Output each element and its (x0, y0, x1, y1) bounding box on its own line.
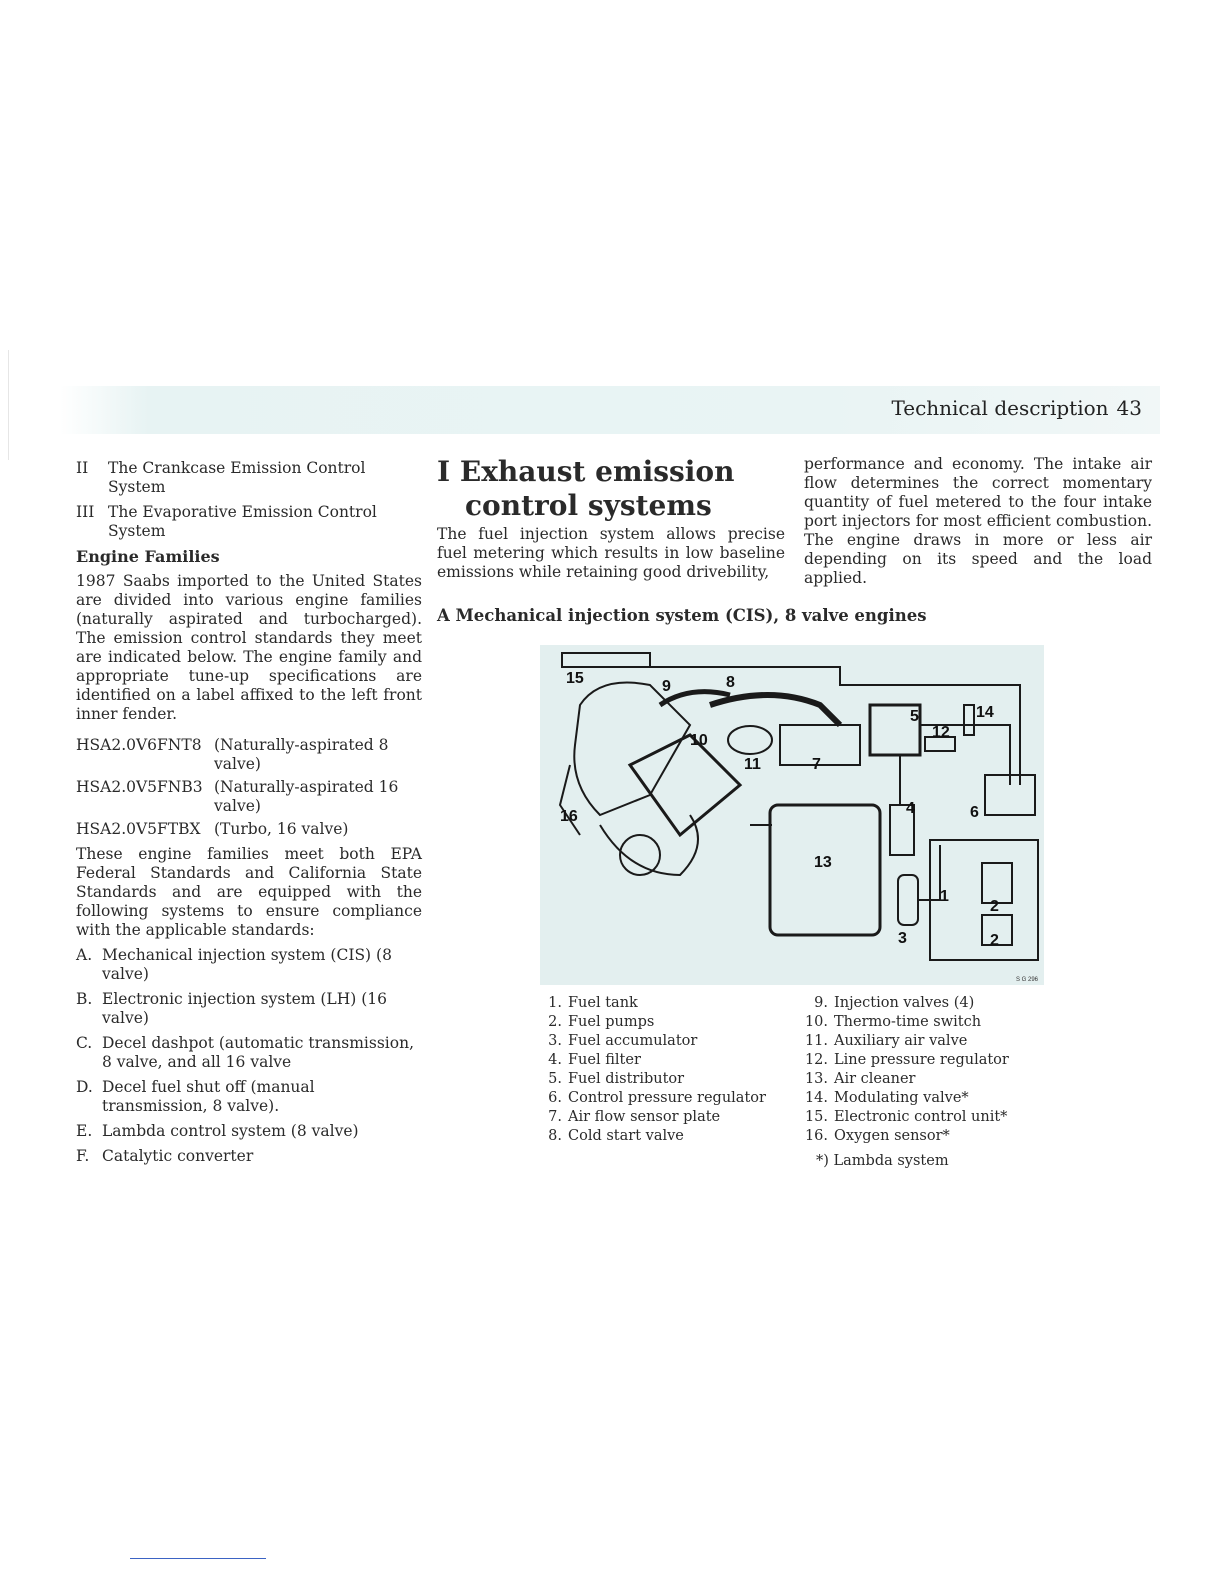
legend-text: Air cleaner (834, 1071, 916, 1087)
page-header (891, 396, 1142, 420)
diagram-label: 4 (906, 800, 915, 817)
legend-item (538, 1013, 788, 1032)
legend-item (538, 1032, 788, 1051)
modulating-valve-shape (964, 705, 974, 735)
legend-item (804, 1013, 1054, 1032)
legend-text: Oxygen sensor* (834, 1128, 950, 1144)
legend-item (538, 1070, 788, 1089)
intake-duct-shape (710, 695, 840, 725)
legend-item (804, 1051, 1054, 1070)
legend-text: Electronic control unit* (834, 1109, 1008, 1125)
legend-text: Control pressure regulator (568, 1090, 766, 1106)
system-item (76, 1122, 422, 1141)
diagram-label: 3 (898, 930, 907, 947)
system-text: Lambda control system (8 valve) (102, 1122, 359, 1140)
diagram-label: 1 (940, 888, 949, 905)
legend-num: 13. (804, 1071, 828, 1087)
diagram-label: 11 (744, 756, 761, 773)
legend-right (804, 994, 1054, 1171)
legend-num: 7. (548, 1109, 562, 1125)
family-desc: (Naturally-aspirated 16 valve) (214, 778, 399, 815)
diagram-label: 14 (976, 704, 994, 721)
legend-item (804, 1032, 1054, 1051)
engine-families-heading: Engine Families (76, 547, 220, 566)
intro-paragraph: The fuel injection system allows precise fuel metering which results in low baseline emissions while retaining good drivebility, (437, 525, 785, 581)
legend-item (804, 1070, 1054, 1089)
diagram-label: 15 (566, 670, 584, 687)
diagram-svg (540, 645, 1044, 985)
diagram-label: 13 (814, 854, 832, 871)
legend-num: 14. (804, 1090, 828, 1106)
outline-num: III (76, 503, 95, 521)
outline-text: The Evaporative Emission Control System (108, 503, 377, 540)
family-row (76, 820, 422, 839)
legend-num: 11. (804, 1033, 828, 1049)
legend-num: 9. (814, 995, 828, 1011)
right-column (804, 455, 1152, 588)
legend-item (538, 994, 788, 1013)
legend-text: Injection valves (4) (834, 995, 975, 1011)
fuel-system-diagram (540, 645, 1044, 985)
system-text: Decel dashpot (automatic transmission, 8 valve, and all 16 valve (102, 1034, 414, 1071)
legend-text: Fuel distributor (568, 1071, 685, 1087)
engine-head-shape (574, 683, 690, 816)
system-item (76, 1078, 422, 1116)
system-text: Electronic injection system (LH) (16 valve) (102, 990, 387, 1027)
chapter-heading-line2: control systems (465, 489, 712, 522)
continued-paragraph: performance and economy. The intake air flow determines the correct momentary quantity of fuel metered to the four intake port injectors for most efficient combustion. The engine draws in more or less air depending on its speed and the load applied. (804, 455, 1152, 587)
header-title: Technical description (891, 396, 1109, 420)
legend-text: Fuel tank (568, 995, 638, 1011)
engine-families-paragraph: 1987 Saabs imported to the United States are divided into various engine families (naturally aspirated and turbocharged). The emission control standards they meet are indicated below. The engine family and appropriate tune-up specifications are identified on a label affixed to the left front inner fender. (76, 572, 422, 723)
legend-num: 6. (548, 1090, 562, 1106)
outline-num: II (76, 459, 89, 477)
family-desc: (Naturally-aspirated 8 valve) (214, 736, 389, 773)
legend-num: 5. (548, 1071, 562, 1087)
intake-shape (600, 815, 698, 875)
system-item (76, 946, 422, 984)
diagram-label: 8 (726, 674, 735, 691)
accumulator-shape (898, 875, 918, 925)
legend-num: 10. (804, 1014, 828, 1030)
legend-footnote: *) Lambda system (816, 1153, 949, 1169)
legend-num: 1. (548, 995, 562, 1011)
legend-num: 12. (804, 1052, 828, 1068)
legend-text: Fuel filter (568, 1052, 641, 1068)
ecu-shape (562, 653, 650, 667)
legend-item (538, 1089, 788, 1108)
legend-item (804, 994, 1054, 1013)
legend-item (538, 1051, 788, 1070)
legend-left (538, 994, 788, 1146)
chapter-heading (437, 455, 785, 523)
system-letter: E. (76, 1122, 93, 1140)
chapter-heading-line1: I Exhaust emission (437, 455, 735, 488)
diagram-label: 6 (970, 804, 979, 821)
legend-text: Fuel pumps (568, 1014, 655, 1030)
system-text: Decel fuel shut off (manual transmission, 8 valve). (102, 1078, 315, 1115)
system-letter: B. (76, 990, 93, 1008)
system-letter: A. (76, 946, 93, 964)
legend-item (538, 1127, 788, 1146)
legend-num: 16. (804, 1128, 828, 1144)
diagram-label: 16 (560, 808, 578, 825)
system-item (76, 1147, 422, 1166)
legend-item (804, 1108, 1054, 1127)
legend-num: 3. (548, 1033, 562, 1049)
diagram-label: 12 (932, 724, 950, 741)
legend-text: Line pressure regulator (834, 1052, 1009, 1068)
diagram-label: 9 (662, 678, 671, 695)
system-text: Mechanical injection system (CIS) (8 valve) (102, 946, 392, 983)
system-text: Catalytic converter (102, 1147, 254, 1165)
legend-text: Auxiliary air valve (834, 1033, 968, 1049)
legend-item (804, 1127, 1054, 1146)
legend-text: Cold start valve (568, 1128, 684, 1144)
section-heading: A Mechanical injection system (CIS), 8 valve engines (437, 606, 927, 625)
system-letter: D. (76, 1078, 93, 1096)
family-row (76, 736, 422, 774)
legend-num: 15. (804, 1109, 828, 1125)
diagram-code: S G 296 (1016, 977, 1039, 983)
engine-family-list (76, 736, 422, 839)
diagram-label: 10 (690, 732, 708, 749)
legend-text: Fuel accumulator (568, 1033, 698, 1049)
legend-item (804, 1089, 1054, 1108)
compliance-paragraph: These engine families meet both EPA Federal Standards and California State Standards and are equipped with the following systems to ensure compliance with the applicable standards: (76, 845, 422, 939)
legend-text: Air flow sensor plate (568, 1109, 721, 1125)
middle-column (437, 455, 785, 582)
family-row (76, 778, 422, 816)
system-item (76, 1034, 422, 1072)
outline-item (76, 503, 422, 541)
legend-item (538, 1108, 788, 1127)
page-number: 43 (1116, 396, 1142, 420)
pump-shape (982, 863, 1012, 903)
legend-num: 8. (548, 1128, 562, 1144)
outline-text: The Crankcase Emission Control System (108, 459, 366, 496)
system-letter: F. (76, 1147, 90, 1165)
legend-num: 2. (548, 1014, 562, 1030)
diagram-label: 5 (910, 708, 919, 725)
legend-text: Modulating valve* (834, 1090, 969, 1106)
scan-margin-line (8, 350, 9, 460)
left-column (76, 459, 422, 1172)
family-code: HSA2.0V5FNB3 (76, 778, 203, 796)
family-code: HSA2.0V5FTBX (76, 820, 201, 838)
diagram-label: 7 (812, 756, 821, 773)
family-desc: (Turbo, 16 valve) (214, 820, 349, 838)
diagram-label: 2 (990, 898, 999, 915)
system-letter: C. (76, 1034, 93, 1052)
systems-list (76, 946, 422, 1166)
footer-rule (130, 1558, 266, 1559)
system-item (76, 990, 422, 1028)
cylinder-shape (630, 735, 740, 835)
family-code: HSA2.0V6FNT8 (76, 736, 202, 754)
aux-air-valve-shape (728, 726, 772, 754)
outline-item (76, 459, 422, 497)
legend-num: 4. (548, 1052, 562, 1068)
legend-text: Thermo-time switch (834, 1014, 982, 1030)
diagram-label: 2 (990, 932, 999, 949)
